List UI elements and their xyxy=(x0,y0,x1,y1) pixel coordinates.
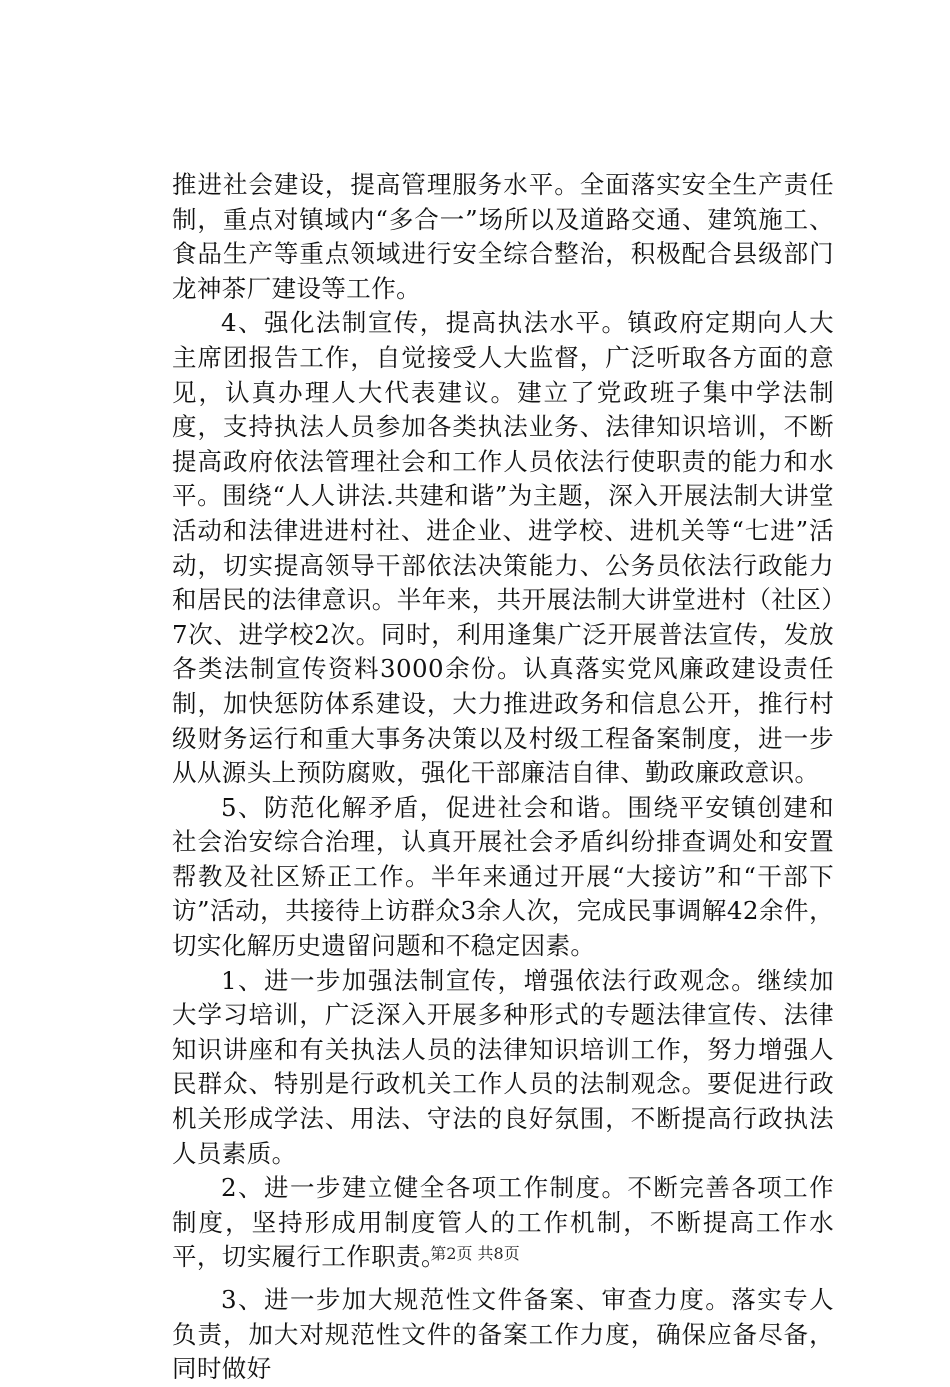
document-body xyxy=(172,168,834,1387)
page-footer xyxy=(0,1244,950,1264)
page-number-label: 第2页 共8页 xyxy=(430,1244,520,1263)
paragraph-4: 1、进一步加强法制宣传，增强依法行政观念。继续加大学习培训，广泛深入开展多种形式的专题法律宣传、法律知识讲座和有关执法人员的法律知识培训工作，努力增强人民群众、特别是行政机关工作人员的法制观念。要促进行政机关形成学法、用法、守法的良好氛围，不断提高行政执法人员素质。 xyxy=(172,965,834,1168)
paragraph-6: 3、进一步加大规范性文件备案、审查力度。落实专人负责，加大对规范性文件的备案工作力度，确保应备尽备，同时做好 xyxy=(172,1285,834,1384)
paragraph-3: 5、防范化解矛盾，促进社会和谐。围绕平安镇创建和社会治安综合治理，认真开展社会矛盾纠纷排查调处和安置帮教及社区矫正工作。半年来通过开展“大接访”和“干部下访”活动，共接待上访群众3余人次，完成民事调解42余件，切实化解历史遗留问题和不稳定因素。 xyxy=(172,792,834,961)
paragraph-5: 2、进一步建立健全各项工作制度。不断完善各项工作制度，坚持形成用制度管人的工作机制，不断提高工作水平，切实履行工作职责。 xyxy=(172,1173,834,1272)
paragraph-2: 4、强化法制宣传，提高执法水平。镇政府定期向人大主席团报告工作，自觉接受人大监督，广泛听取各方面的意见，认真办理人大代表建议。建立了党政班子集中学法制度，支持执法人员参加各类执法业务、法律知识培训，不断提高政府依法管理社会和工作人员依法行使职责的能力和水平。围绕“人人讲法.共建和谐”为主题，深入开展法制大讲堂活动和法律进进村社、进企业、进学校、进机关等“七进”活动，切实提高领导干部依法决策能力、公务员依法行政能力和居民的法律意识。半年来，共开展法制大讲堂进村（社区）7次、进学校2次。同时，利用逢集广泛开展普法宣传，发放各类法制宣传资料3000余份。认真落实党风廉政建设责任制，加快惩防体系建设，大力推进政务和信息公开，推行村级财务运行和重大事务决策以及村级工程备案制度，进一步从从源头上预防腐败，强化干部廉洁自律、勤政廉政意识。 xyxy=(172,308,834,788)
paragraph-1: 推进社会建设，提高管理服务水平。全面落实安全生产责任制，重点对镇域内“多合一”场所以及道路交通、建筑施工、食品生产等重点领域进行安全综合整治，积极配合县级部门龙神茶厂建设等工作。 xyxy=(172,170,834,303)
